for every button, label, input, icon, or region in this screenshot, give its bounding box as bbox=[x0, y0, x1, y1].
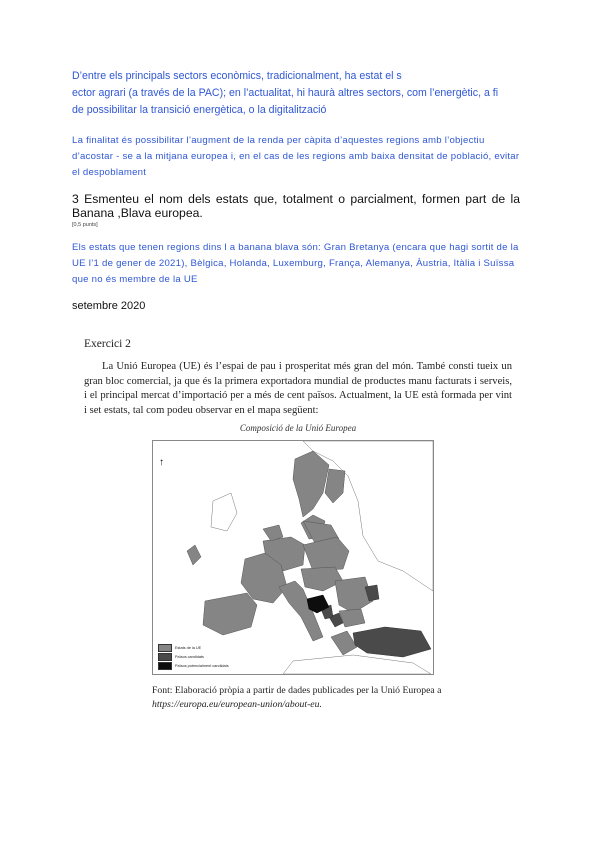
answer-1-line: ector agrari (a través de la PAC); en l’actualitat, hi haurà altres sectors, com l’energètic, a fi bbox=[72, 87, 499, 99]
legend-label: Països candidats bbox=[175, 654, 204, 659]
north-arrow-icon: ↑ bbox=[159, 457, 164, 468]
answer-2: La finalitat és possibilitar l’augment de la renda per càpita d’aquestes regions amb l’objectiu d’acostar - se a la mitjana europea i, en el cas de les regions amb baixa densitat de població, evitar el despoblament bbox=[72, 135, 520, 178]
legend-label: Països potencialment candidats bbox=[175, 663, 229, 668]
answer-1-line: D’entre els principals sectors econòmics, tradicionalment, ha estat el s bbox=[72, 70, 402, 82]
date-label: setembre 2020 bbox=[72, 300, 146, 312]
legend-item bbox=[158, 652, 229, 661]
map-source bbox=[152, 684, 482, 711]
exercise-body: La Unió Europea (UE) és l’espai de pau i prosperitat més gran del món. També consti tueix un gran bloc comercial, ja que és la primera exportadora mundial de productes manu facturats i serveis, i el principal mercat d’importació per a més de cent països. Actualment, la UE està formada per vint i set estats, tal com podeu observar en el mapa següent: bbox=[84, 361, 512, 416]
eu-map-drawing bbox=[153, 441, 433, 674]
legend-label: Estats de la UE bbox=[175, 645, 202, 650]
map-legend bbox=[158, 643, 229, 670]
question-3: 3 Esmenteu el nom dels estats que, totalment o parcialment, formen part de la Banana ,Blava europea. bbox=[72, 192, 520, 220]
legend-item bbox=[158, 643, 229, 652]
legend-swatch bbox=[158, 644, 172, 652]
legend-swatch bbox=[158, 653, 172, 661]
scanned-exercise bbox=[78, 334, 518, 714]
question-3-points: [0,5 punts] bbox=[72, 222, 98, 228]
map-title: Composició de la Unió Europea bbox=[239, 423, 357, 433]
answer-1-line: de possibilitar la transició energètica, o la digitalització bbox=[72, 104, 327, 116]
eu-map bbox=[152, 440, 434, 675]
legend-item bbox=[158, 661, 229, 670]
eu-states bbox=[187, 451, 373, 655]
legend-swatch bbox=[158, 662, 172, 670]
answer-1 bbox=[72, 68, 542, 119]
answer-3: Els estats que tenen regions dins l a banana blava són: Gran Bretanya (encara que hagi sortit de la UE l’1 de gener de 2021), Bèlgica, Holanda, Luxemburg, França, Alemanya, Àustria, Itàlia i Suïssa que no és membre de la UE bbox=[72, 242, 519, 285]
source-text: Font: Elaboració pròpia a partir de dades publicades per la Unió Europea a bbox=[152, 685, 442, 696]
source-url: https://europa.eu/european-union/about-eu. bbox=[152, 698, 322, 710]
exercise-title: Exercici 2 bbox=[84, 338, 131, 350]
